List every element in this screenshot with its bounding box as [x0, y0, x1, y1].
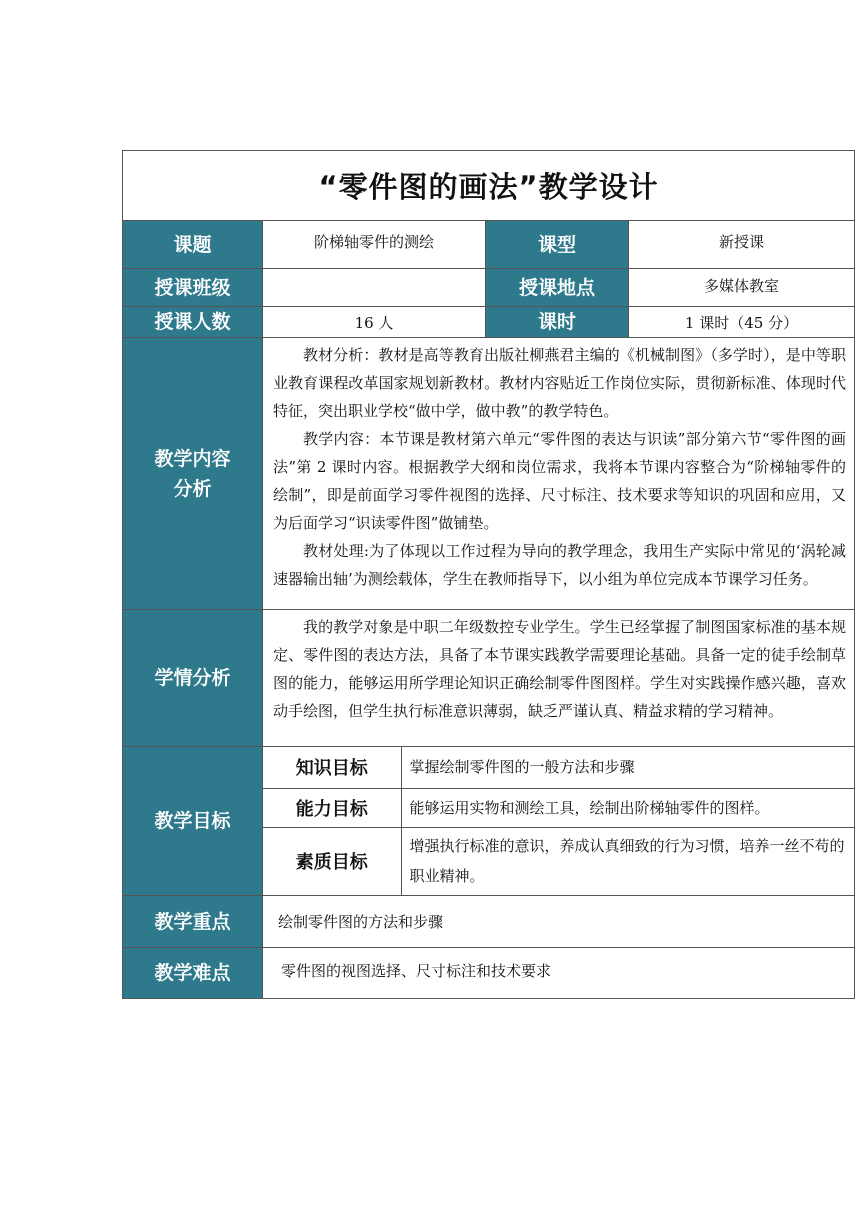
- student-analysis-paragraph: 我的教学对象是中职二年级数控专业学生。学生已经掌握了制图国家标准的基本规定、零件图的表达方法，具备了本节课实践教学需要理论基础。具备一定的徒手绘制草图的能力，能够运用所学理论知识正确绘制零件图图样。学生对实践操作感兴趣，喜欢动手绘图，但学生执行标准意识薄弱，缺乏严谨认真、精益求精的学习精神。: [273, 618, 847, 720]
- objectives-block: [263, 747, 855, 896]
- knowledge-goal-text: 掌握绘制零件图的一般方法和步骤: [401, 747, 854, 788]
- quality-goal-text: 增强执行标准的意识，养成认真细致的行为习惯，培养一丝不苟的职业精神。: [401, 827, 854, 895]
- hours-label: 课时: [486, 307, 629, 338]
- knowledge-goal-label: 知识目标: [263, 747, 401, 788]
- textbook-handling-paragraph: 教材处理:为了体现以工作过程为导向的教学理念，我用生产实际中常见的‘涡轮减速器输出轴’为测绘载体，学生在教师指导下，以小组为单位完成本节课学习任务。: [273, 542, 847, 588]
- topic-label: 课题: [123, 221, 263, 269]
- ability-goal-label: 能力目标: [263, 788, 401, 827]
- topic-value: 阶梯轴零件的测绘: [263, 221, 486, 269]
- type-value: 新授课: [629, 221, 855, 269]
- ability-goal-text: 能够运用实物和测绘工具，绘制出阶梯轴零件的图样。: [401, 788, 854, 827]
- difficulties-text: 零件图的视图选择、尺寸标注和技术要求: [263, 948, 855, 999]
- objectives-label: 教学目标: [123, 747, 263, 896]
- type-label: 课型: [486, 221, 629, 269]
- hours-value: 1 课时（45 分）: [629, 307, 855, 338]
- page-title: “零件图的画法”教学设计: [123, 151, 855, 221]
- objectives-table: [263, 747, 854, 895]
- difficulties-label: 教学难点: [123, 948, 263, 999]
- textbook-analysis-paragraph: 教材分析：教材是高等教育出版社柳燕君主编的《机械制图》（多学时），是中等职业教育课程改革国家规划新教材。教材内容贴近工作岗位实际，贯彻新标准、体现时代特征，突出职业学校“做中学，做中教”的教学特色。: [273, 346, 847, 420]
- content-analysis-text: [263, 338, 855, 610]
- class-value: [263, 269, 486, 307]
- count-label: 授课人数: [123, 307, 263, 338]
- location-value: 多媒体教室: [629, 269, 855, 307]
- student-analysis-text: [263, 610, 855, 747]
- lesson-plan-table: [122, 150, 855, 999]
- content-analysis-label-line2: 分析: [173, 477, 212, 500]
- key-points-label: 教学重点: [123, 896, 263, 948]
- count-value: 16 人: [263, 307, 486, 338]
- location-label: 授课地点: [486, 269, 629, 307]
- content-analysis-label-line1: 教学内容: [154, 447, 231, 470]
- key-points-text: 绘制零件图的方法和步骤: [263, 896, 855, 948]
- class-label: 授课班级: [123, 269, 263, 307]
- content-analysis-label: [123, 338, 263, 610]
- quality-goal-label: 素质目标: [263, 827, 401, 895]
- student-analysis-label: 学情分析: [123, 610, 263, 747]
- teaching-content-paragraph: 教学内容：本节课是教材第六单元“零件图的表达与识读”部分第六节“零件图的画法”第 2 课时内容。根据教学大纲和岗位需求，我将本节课内容整合为“阶梯轴零件的绘制”，即是前面学习零件视图的选择、尺寸标注、技术要求等知识的巩固和应用，又为后面学习“识读零件图”做铺垫。: [273, 430, 847, 532]
